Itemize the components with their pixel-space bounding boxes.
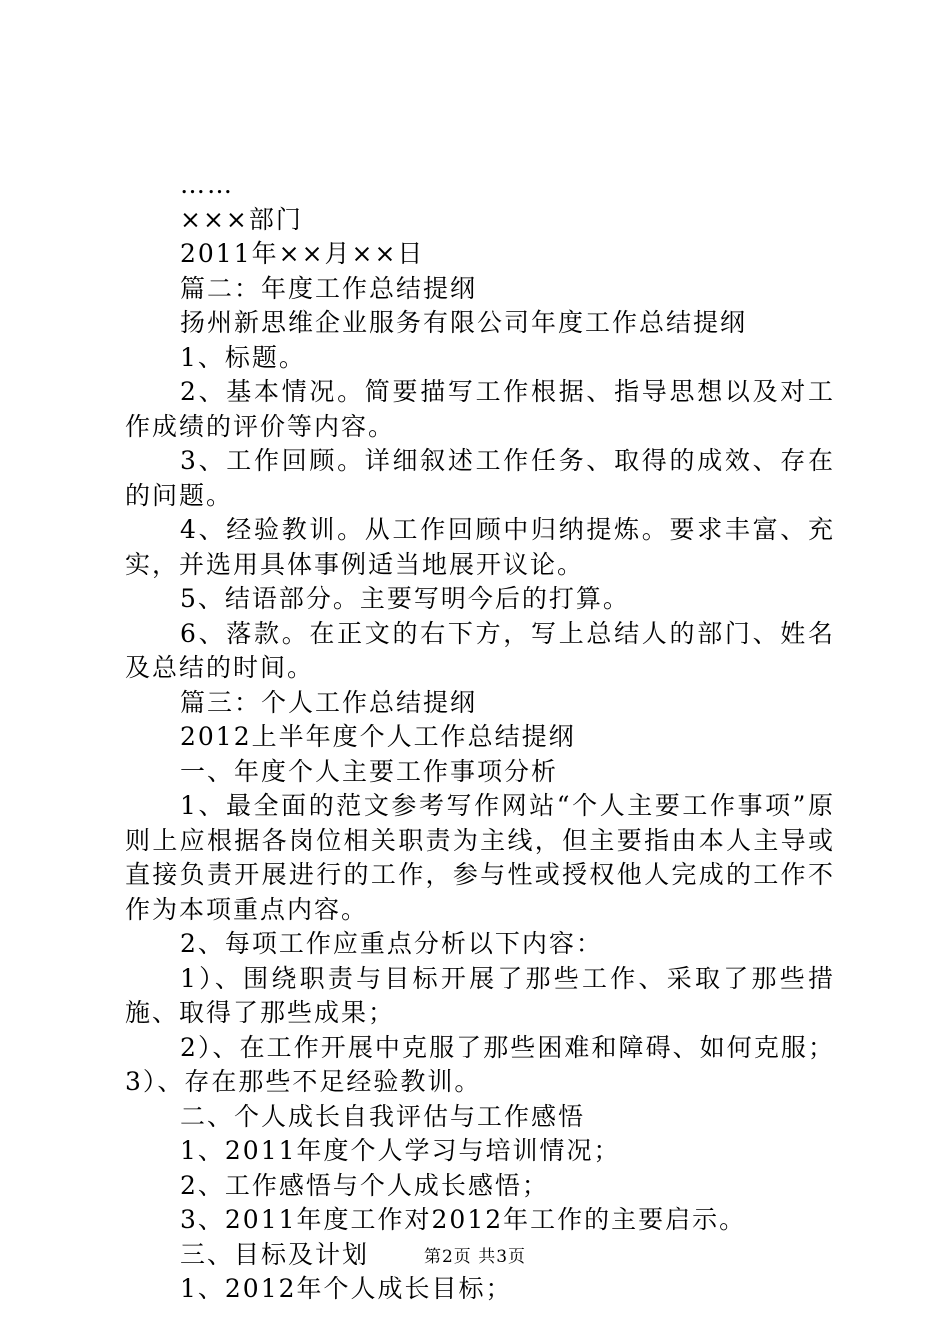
department-line: ×××部门 [180, 204, 303, 234]
paragraph: 1、最全面的范文参考写作网站“个人主要工作事项”原则上应根据各岗位相关职责为主线，但主要指由本人主导或直接负责开展进行的工作，参与性或授权他人完成的工作不作为本项重点内容。 [125, 791, 835, 924]
page-footer: 第2页 共3页 [423, 1247, 527, 1267]
date-line: 2011年××月××日 [180, 239, 425, 268]
paragraph: 3、2011年度工作对2012年工作的主要启示。 [180, 1205, 747, 1234]
section-heading-3: 篇三：个人工作总结提纲 [180, 687, 478, 717]
subheading: 一、年度个人主要工作事项分析 [180, 756, 559, 786]
paragraph: 3、工作回顾。详细叙述工作任务、取得的成效、存在的问题。 [125, 446, 835, 510]
subheading: 二、个人成长自我评估与工作感悟 [180, 1101, 586, 1131]
outline-title-personal: 2012上半年度个人工作总结提纲 [180, 722, 576, 751]
paragraph: 1、标题。 [180, 342, 306, 372]
section-heading-2: 篇二：年度工作总结提纲 [180, 273, 478, 303]
subheading: 三、目标及计划 [180, 1239, 370, 1269]
paragraph: 6、落款。在正文的右下方，写上总结人的部门、姓名及总结的时间。 [125, 618, 835, 682]
paragraph: 5、结语部分。主要写明今后的打算。 [180, 584, 630, 613]
paragraph: 2、基本情况。简要描写工作根据、指导思想以及对工作成绩的评价等内容。 [125, 377, 835, 441]
paragraph: 1、2011年度个人学习与培训情况； [180, 1136, 621, 1165]
paragraph: 2）、在工作开展中克服了那些困难和障碍、如何克服；3）、存在那些不足经验教训。 [125, 1032, 835, 1096]
paragraph: 2、工作感悟与个人成长感悟； [180, 1170, 549, 1200]
outline-title-company: 扬州新思维企业服务有限公司年度工作总结提纲 [180, 308, 748, 337]
paragraph: 1、2012年个人成长目标； [180, 1274, 513, 1303]
paragraph: 1）、围绕职责与目标开展了那些工作、采取了那些措施、取得了那些成果； [125, 963, 835, 1027]
paragraph: 2、每项工作应重点分析以下内容： [180, 929, 603, 958]
paragraph: 4、经验教训。从工作回顾中归纳提炼。要求丰富、充实，并选用具体事例适当地展开议论。 [125, 515, 835, 579]
ellipsis-line: …… [180, 170, 234, 199]
document-body [125, 168, 835, 1307]
